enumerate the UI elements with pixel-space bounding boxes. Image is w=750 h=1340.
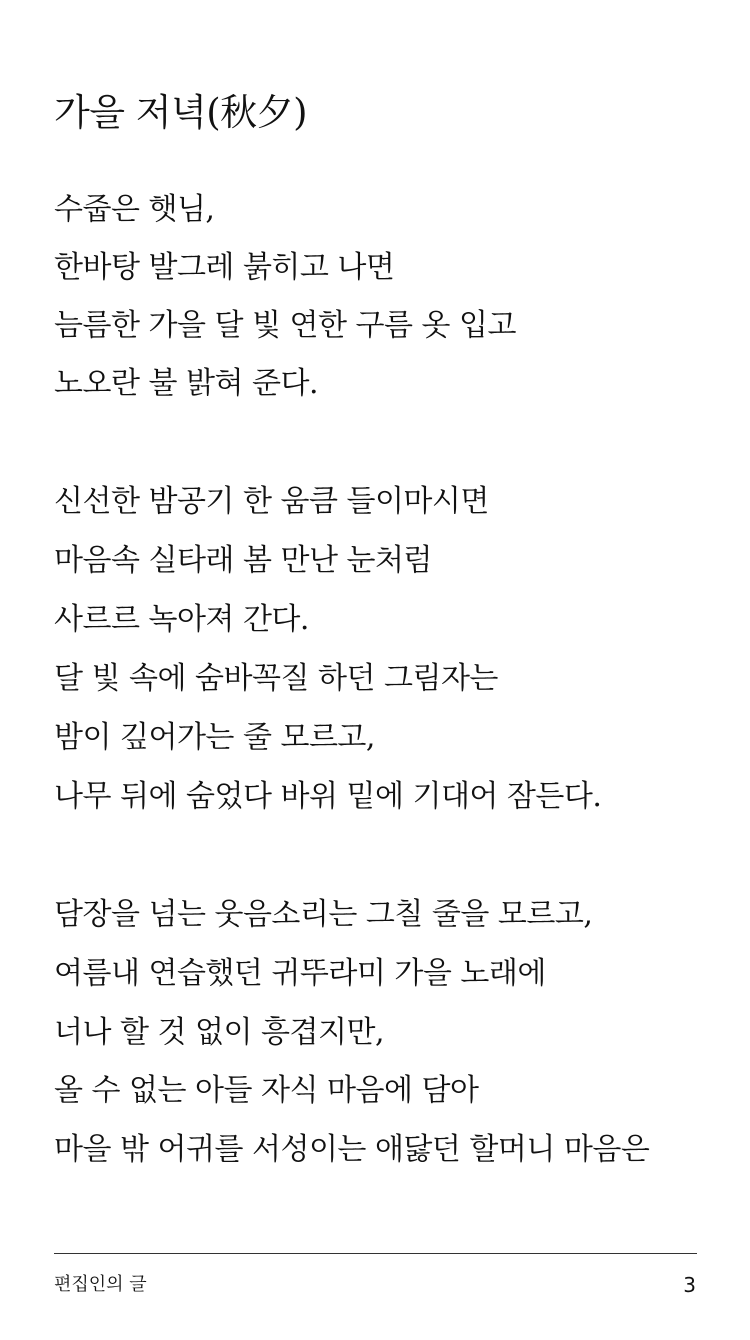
poem-title: 가을 저녁(秋夕)	[54, 90, 308, 134]
poem-line: 올 수 없는 아들 자식 마음에 담아	[54, 1073, 479, 1108]
page-number: 3	[683, 1273, 696, 1297]
poem-line: 담장을 넘는 웃음소리는 그칠 줄을 모르고,	[54, 897, 593, 932]
poem-line: 늠름한 가을 달 빛 연한 구름 옷 입고	[54, 308, 516, 343]
poem-line: 달 빛 속에 숨바꼭질 하던 그림자는	[54, 661, 498, 696]
poem-line: 마을 밖 어귀를 서성이는 애닳던 할머니 마음은	[54, 1132, 650, 1167]
poem-line: 노오란 불 밝혀 준다.	[54, 366, 318, 401]
poem-line: 밤이 깊어가는 줄 모르고,	[54, 720, 375, 755]
poem-line: 한바탕 발그레 붉히고 나면	[54, 250, 395, 285]
poem-line: 수줍은 햇님,	[54, 192, 215, 227]
poem-line: 나무 뒤에 숨었다 바위 밑에 기대어 잠든다.	[54, 779, 602, 814]
footer-divider	[54, 1253, 697, 1254]
footer-section-label: 편집인의 글	[54, 1274, 147, 1295]
poem-line: 너나 할 것 없이 흥겹지만,	[54, 1015, 384, 1050]
poem-line: 신선한 밤공기 한 움큼 들이마시면	[54, 484, 489, 519]
poem-line: 여름내 연습했던 귀뚜라미 가을 노래에	[54, 956, 546, 991]
poem-line: 마음속 실타래 봄 만난 눈처럼	[54, 543, 432, 578]
poem-line: 사르르 녹아져 간다.	[54, 602, 309, 637]
